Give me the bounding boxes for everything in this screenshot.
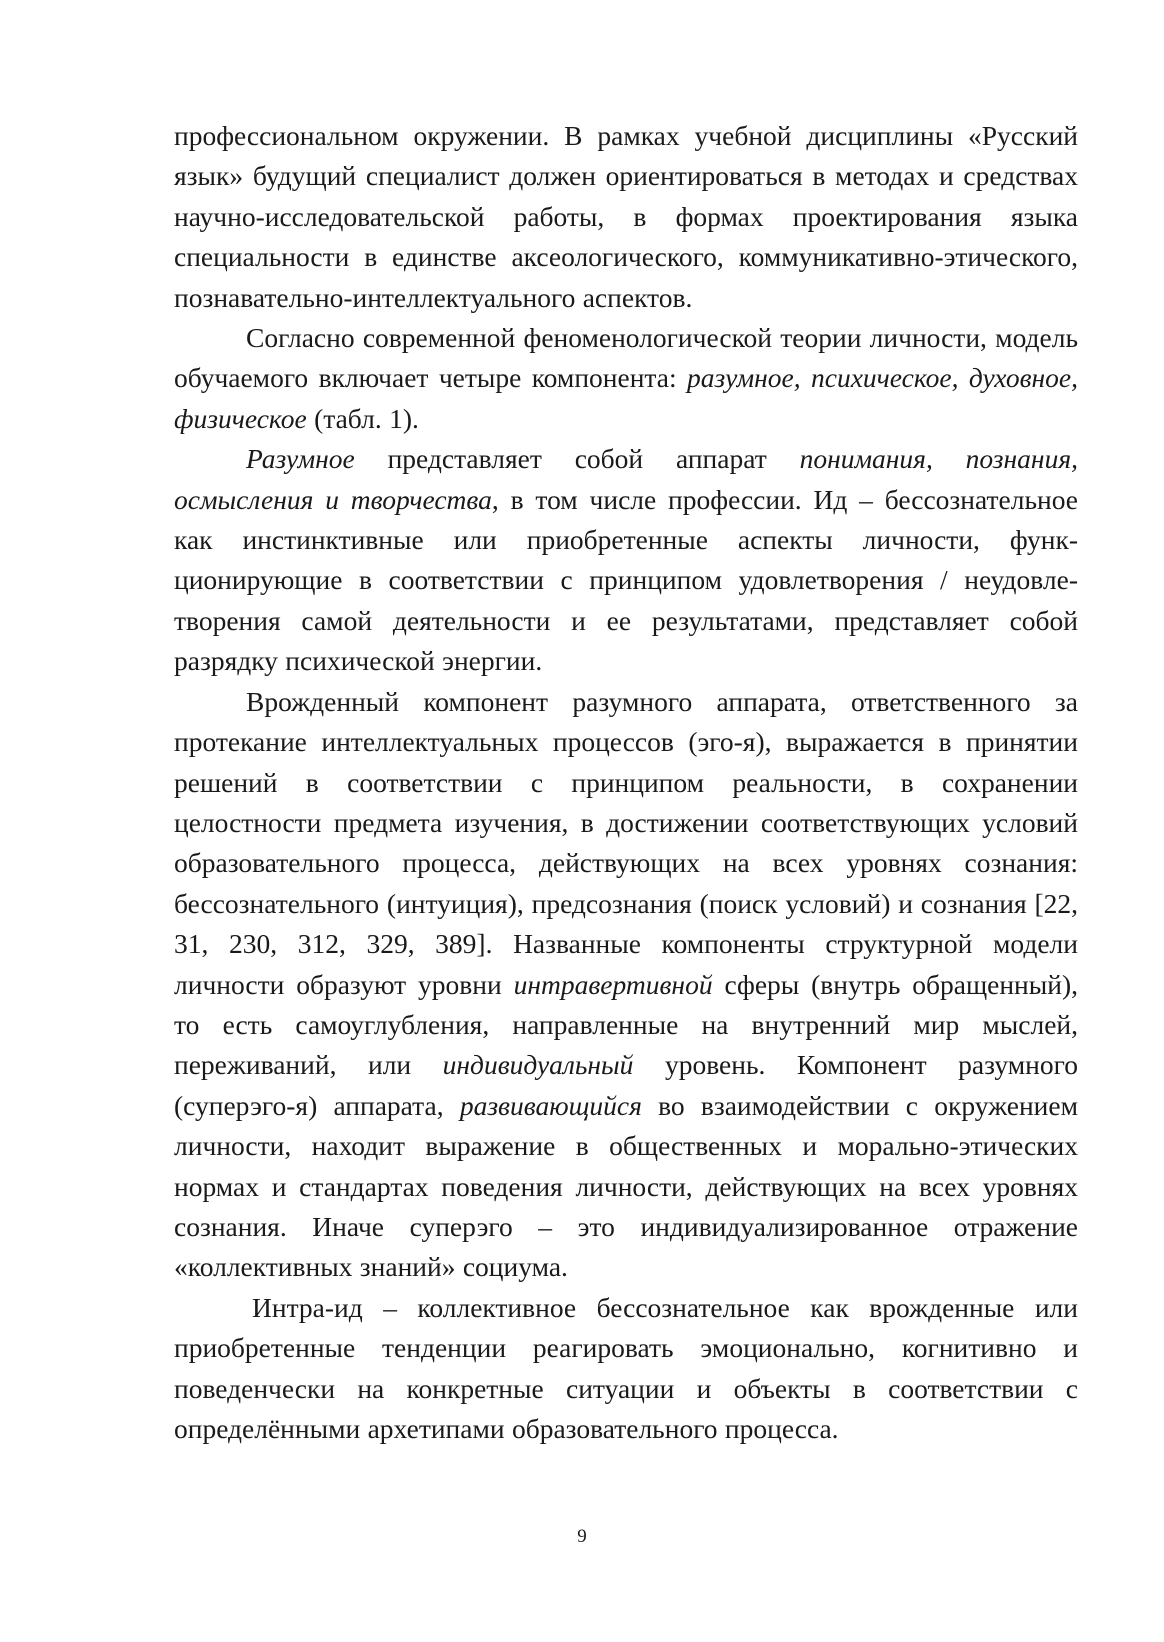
italic-term: развивающийся [459,1089,642,1121]
paragraph-text: уровень. Компонент разумного (суперэго-я) аппарата, [174,1049,1078,1121]
italic-term: Разумное [246,443,355,475]
paragraph-5 [174,1288,1078,1450]
paragraph-text: Согласно современной феноменологической теории личности, модель обучаемого включает четыре компонента: [174,322,1078,394]
paragraph-2 [174,318,1078,439]
document-page [174,116,1078,1449]
italic-term: разумное, психическое, духовное, физическое [174,362,1078,434]
paragraph-text: Интра-ид – коллективное бессознательное как врожденные или приобретенные тенденции реагировать эмоционально, когнитивно и поведенчески на конкретные ситуации и объекты в соответствии с определёнными архетипами образовательного процесса. [174,1291,1078,1444]
paragraph-text: (табл. 1). [306,402,419,434]
italic-term: индивидуальный [442,1049,634,1081]
italic-term: интравертивной [513,968,713,1000]
page-number: 9 [577,1526,587,1547]
paragraph-text: Врожденный компонент разумного аппарата, ответственного за протекание интеллектуальных процессов (эго-я), выражается в принятии решений в соответствии с принципом реальности, в сохранении целостности предмета изучения, в достижении соответствующих условий образовательного процесса, действующих на всех уровнях сознания: бессознательного (интуиция), предсознания (поиск условий) и сознания [22, 31, 230, 312, 329, 389]. Названные компоненты структурной модели личности образуют уровни [174,685,1078,1000]
paragraph-text: представляет собой аппарат [354,443,800,475]
paragraph-1 [174,116,1078,318]
paragraph-text: профессиональном окружении. В рамках учебной дисциплины «Русский язык» будущий специалист должен ориентироваться в методах и средствах научно-исследовательской работы, в формах проектирования языка специальности в единстве аксеологического, коммуникативно-этического, познавательно-интеллектуального аспектов. [174,120,1078,313]
paragraph-text: , в том числе профессии. Ид – бессознательное как инстинктивные или приобретенные аспекты личности, функционирующие в соответствии с принципом удовлетворения / неудовлетворения самой деятельности и ее результатами, представляет собой разрядку психической энергии. [174,483,1079,677]
paragraph-3 [174,439,1078,681]
paragraph-text: сферы (внутрь обращенный), то есть самоуглубления, направленные на внутренний мир мыслей, переживаний, или [174,968,1078,1081]
paragraph-4 [174,682,1078,1288]
italic-term: понимания, познания, осмысления и творчества [174,443,1078,515]
paragraph-text: во взаимодействии с окружением личности, находит выражение в общественных и морально-этических нормах и стандартах поведения личности, действующих на всех уровнях сознания. Иначе суперэго – это индивидуализированное отражение «коллективных знаний» социума. [174,1089,1078,1283]
